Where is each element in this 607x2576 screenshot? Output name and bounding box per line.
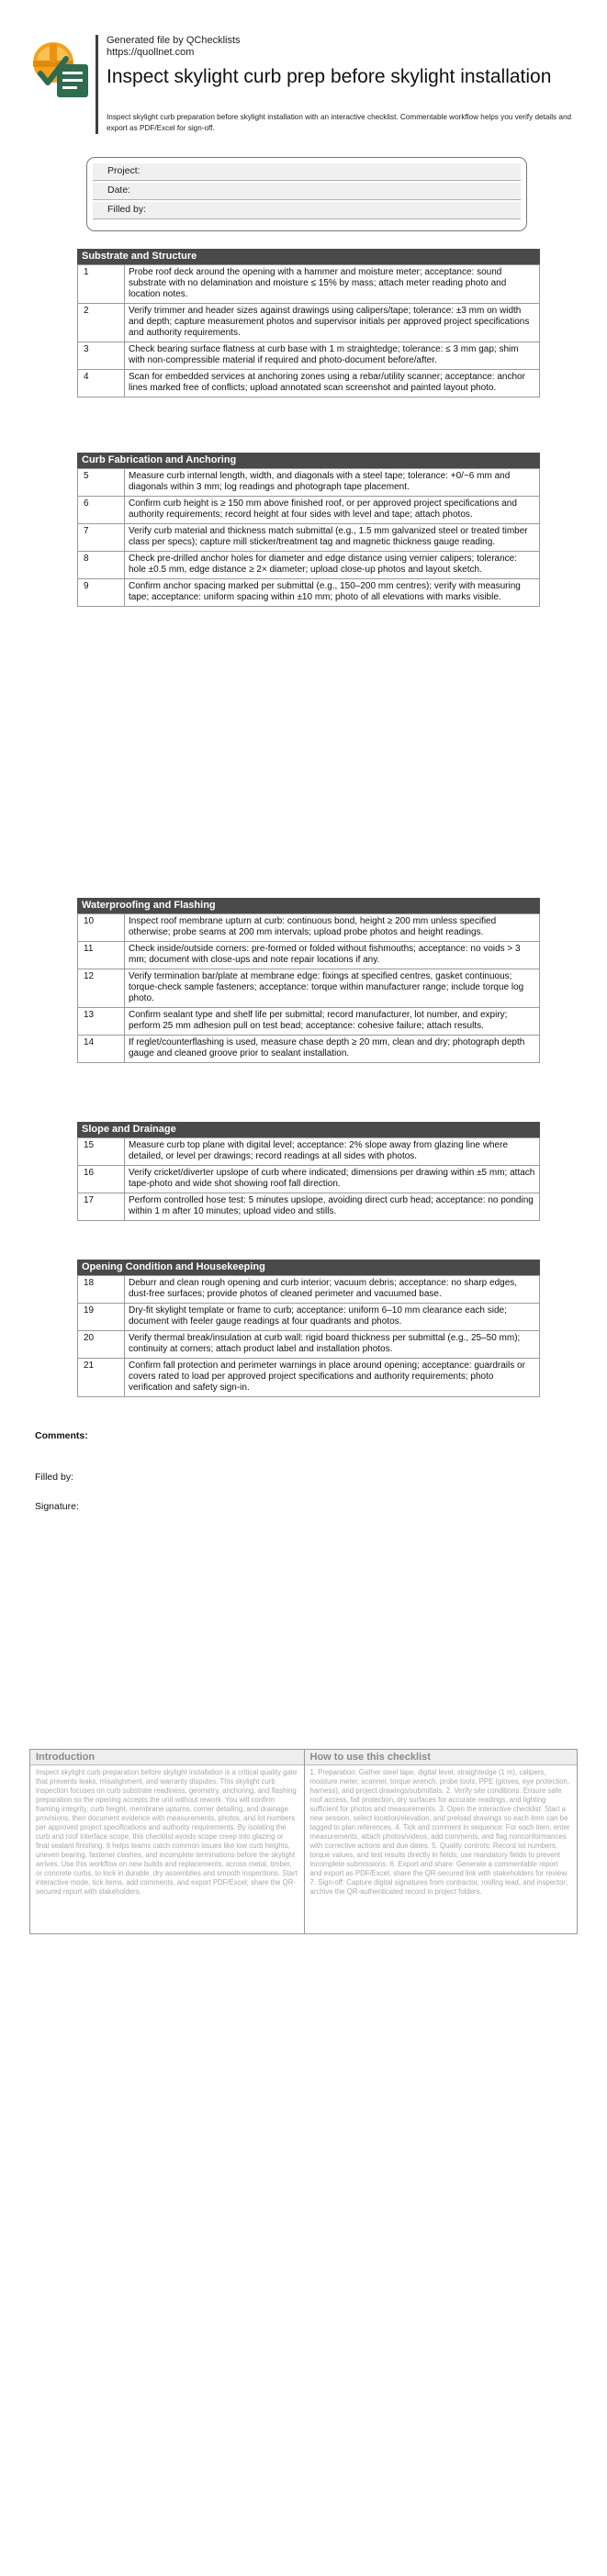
table-row[interactable]	[78, 914, 540, 942]
checklist-table	[77, 1275, 540, 1397]
item-text: Confirm sealant type and shelf life per submittal; record manufacturer, lot number, and expiry; perform 25 mm adhesion pull on test bead; acceptance: cohesive failure; attach results.	[125, 1008, 540, 1036]
item-text: Check inside/outside corners: pre-formed or folded without fishmouths; acceptance: no voids > 3 mm; document with close-ups and note repair locations if any.	[125, 942, 540, 969]
table-row[interactable]	[78, 1304, 540, 1331]
section-slope-and-drainage	[77, 1122, 540, 1221]
page-title: Inspect skylight curb prep before skylight installation	[107, 66, 552, 87]
howto-column	[304, 1750, 578, 1933]
section-opening-condition	[77, 1260, 540, 1397]
section-waterproofing	[77, 898, 540, 1063]
item-text: Confirm anchor spacing marked per submittal (e.g., 150–200 mm centres); verify with measuring tape; acceptance: uniform spacing within ±10 mm; photo of all elevations with marks visible.	[125, 579, 540, 607]
item-number: 6	[78, 497, 125, 524]
item-number: 2	[78, 304, 125, 342]
page-subtitle: Inspect skylight curb preparation before skylight installation with an interactive checklist. Commentable workflow helps you verify details and export as PDF/Excel for sign-off.	[107, 113, 572, 132]
item-number: 14	[78, 1036, 125, 1063]
item-text: If reglet/counterflashing is used, measure chase depth ≥ 20 mm, clean and dry; photograph depth gauge and cleaned groove prior to sealant installation.	[125, 1036, 540, 1063]
intro-panel	[29, 1749, 578, 1934]
item-number: 8	[78, 552, 125, 579]
table-row[interactable]	[78, 342, 540, 370]
section-header: Waterproofing and Flashing	[77, 898, 540, 913]
table-row[interactable]	[78, 370, 540, 398]
table-row[interactable]	[78, 1036, 540, 1063]
item-number: 19	[78, 1304, 125, 1331]
section-header: Slope and Drainage	[77, 1122, 540, 1137]
filled-by-label: Filled by:	[35, 1472, 74, 1483]
logo-icon	[29, 31, 94, 99]
item-number: 20	[78, 1331, 125, 1359]
checklist-table	[77, 264, 540, 398]
item-number: 7	[78, 524, 125, 552]
howto-heading: How to use this checklist	[305, 1750, 578, 1765]
table-row[interactable]	[78, 1359, 540, 1397]
item-number: 3	[78, 342, 125, 370]
table-row[interactable]	[78, 969, 540, 1008]
item-number: 4	[78, 370, 125, 398]
item-number: 16	[78, 1166, 125, 1193]
item-number: 5	[78, 469, 125, 497]
generator-info	[107, 35, 241, 59]
table-row[interactable]	[78, 1193, 540, 1221]
item-text: Check bearing surface flatness at curb base with 1 m straightedge; tolerance: ≤ 3 mm gap; shim with non-compressible material if required and photo-document before/after.	[125, 342, 540, 370]
table-row[interactable]	[78, 552, 540, 579]
section-header: Curb Fabrication and Anchoring	[77, 453, 540, 468]
item-text: Probe roof deck around the opening with a hammer and moisture meter; acceptance: sound substrate with no delamination and moisture ≤ 15% by mass; attach meter reading photo and location notes.	[125, 265, 540, 304]
section-header: Opening Condition and Housekeeping	[77, 1260, 540, 1275]
filled-by-field[interactable]: Filled by:	[93, 202, 521, 219]
table-row[interactable]	[78, 524, 540, 552]
item-number: 18	[78, 1276, 125, 1304]
item-number: 1	[78, 265, 125, 304]
item-text: Verify cricket/diverter upslope of curb where indicated; dimensions per drawing within ±5 mm; attach tape-photo and wide shot showing roof fall direction.	[125, 1166, 540, 1193]
item-text: Inspect roof membrane upturn at curb: continuous bond, height ≥ 200 mm unless specified otherwise; probe seams at 200 mm intervals; upload probe photos and height readings.	[125, 914, 540, 942]
item-text: Confirm curb height is ≥ 150 mm above finished roof, or per approved project specifications and authority requirements; record height at four sides with level and tape; attach photos.	[125, 497, 540, 524]
table-row[interactable]	[78, 1331, 540, 1359]
generated-by-text: Generated file by QChecklists	[107, 35, 241, 46]
item-number: 12	[78, 969, 125, 1008]
item-number: 10	[78, 914, 125, 942]
item-text: Verify curb material and thickness match submittal (e.g., 1.5 mm galvanized steel or treated timber class per specs); capture mill sticker/treatment tag and magnetic thickness gauge reading.	[125, 524, 540, 552]
project-field[interactable]: Project:	[93, 163, 521, 181]
item-text: Measure curb top plane with digital level; acceptance: 2% slope away from glazing line where detailed, or level per drawings; record readings at all sides with photos.	[125, 1138, 540, 1166]
item-text: Check pre-drilled anchor holes for diameter and edge distance using vernier calipers; tolerance: hole ±0.5 mm, edge distance ≥ 2× diameter; upload close-up photos and layout sketch.	[125, 552, 540, 579]
item-text: Scan for embedded services at anchoring zones using a rebar/utility scanner; acceptance: anchor lines marked free of conflicts; upload annotated scan screenshot and painted layout photo.	[125, 370, 540, 398]
item-text: Verify thermal break/insulation at curb wall: rigid board thickness per submittal (e.g., 25–50 mm); continuity at corners; attach product label and installation photos.	[125, 1331, 540, 1359]
item-number: 17	[78, 1193, 125, 1221]
table-row[interactable]	[78, 579, 540, 607]
date-field[interactable]: Date:	[93, 183, 521, 200]
source-url[interactable]: https://quollnet.com	[107, 47, 195, 58]
table-row[interactable]	[78, 469, 540, 497]
table-row[interactable]	[78, 1008, 540, 1036]
item-number: 11	[78, 942, 125, 969]
signature-label: Signature:	[35, 1501, 79, 1512]
item-text: Dry-fit skylight template or frame to curb; acceptance: uniform 6–10 mm clearance each side; document with feeler gauge readings at four quadrants and photos.	[125, 1304, 540, 1331]
item-text: Measure curb internal length, width, and diagonals with a steel tape; tolerance: +0/−6 mm and diagonals within 3 mm; log readings and photograph tape placement.	[125, 469, 540, 497]
table-row[interactable]	[78, 497, 540, 524]
howto-text: 1. Preparation: Gather steel tape, digital level, straightedge (1 m), calipers, moisture meter, scanner, torque wrench, probe tools, PPE (gloves, eye protection, harness), and project drawings/submittals. 2. Verify site conditions: Ensure safe roof access, fall protection, dry surfaces for accurate readings, and lighting sufficient for photos and measurements. 3. Open the interactive checklist: Start a new session, select location/elevation, and preload drawings so each item can be tagged to plan references. 4. Tick and comment in sequence: For each item, enter measurements, attach photos/videos, add comments, and flag nonconformances with corrective actions and due dates. 5. Quality controls: Record lot numbers, torque values, and test results directly in fields; use mandatory fields to prevent incomplete submissions. 6. Export and share: Generate a commentable report and export as PDF/Excel; share the QR-secured link with stakeholders for review. 7. Sign-off: Capture digital signatures from contractor, roofing lead, and inspector; archive the QR-authenticated record in project folders.	[309, 1768, 570, 1896]
item-text: Perform controlled hose test: 5 minutes upslope, avoiding direct curb head; acceptance: no ponding within 1 m after 10 minutes; upload video and stills.	[125, 1193, 540, 1221]
table-row[interactable]	[78, 265, 540, 304]
table-row[interactable]	[78, 1138, 540, 1166]
comments-label: Comments:	[35, 1430, 88, 1441]
table-row[interactable]	[78, 304, 540, 342]
header-divider	[96, 35, 98, 134]
item-text: Deburr and clean rough opening and curb interior; vacuum debris; acceptance: no sharp edges, dust-free surfaces; provide photos of cleaned perimeter and vacuumed base.	[125, 1276, 540, 1304]
item-text: Verify termination bar/plate at membrane edge: fixings at specified centres, gasket continuous; torque-check sample fasteners; acceptance: torque within manufacturer range; include torque log photo.	[125, 969, 540, 1008]
section-header: Substrate and Structure	[77, 249, 540, 264]
table-row[interactable]	[78, 942, 540, 969]
introduction-text: Inspect skylight curb preparation before skylight installation is a critical quality gate that prevents leaks, misalignment, and warranty disputes. This skylight curb inspection focuses on curb substrate readiness, geometry, anchoring, and flashing preparation so the opening accepts the unit without rework. You will confirm framing integrity, curb height, membrane upturns, corner detailing, and drainage provisions, then document evidence with measurements, photos, and lot numbers per approved project specifications and authority requirements. By isolating the curb and roof interface scope, this checklist avoids scope creep into glazing or final sealant finishing. It helps teams catch common issues like low curb heights, uneven bearing, fastener clashes, and incomplete terminations before the skylight arrives. Use this workflow on new builds and replacements, across metal, timber, or concrete curbs, to lock in durable, dry assemblies and smooth inspections. Start interactive mode, tick items, add comments, and export PDF/Excel; share the QR-secured report with stakeholders.	[36, 1768, 298, 1896]
project-info-box	[86, 157, 527, 231]
page-header	[29, 31, 580, 141]
item-number: 15	[78, 1138, 125, 1166]
checklist-table	[77, 1137, 540, 1221]
item-number: 21	[78, 1359, 125, 1397]
item-text: Verify trimmer and header sizes against drawings using calipers/tape; tolerance: ±3 mm on width and depth; capture measurement photos and supervisor initials per approved project specifications and authority requirements.	[125, 304, 540, 342]
checklist-table	[77, 913, 540, 1063]
table-row[interactable]	[78, 1276, 540, 1304]
item-text: Confirm fall protection and perimeter warnings in place around opening; acceptance: guardrails or covers rated to load per approved project specifications and authority requirements; photo verification and safety sign-in.	[125, 1359, 540, 1397]
introduction-column	[30, 1750, 304, 1933]
item-number: 9	[78, 579, 125, 607]
introduction-heading: Introduction	[30, 1750, 304, 1765]
checklist-table	[77, 468, 540, 607]
section-curb-fabrication	[77, 453, 540, 607]
section-substrate-and-structure	[77, 249, 540, 398]
table-row[interactable]	[78, 1166, 540, 1193]
item-number: 13	[78, 1008, 125, 1036]
